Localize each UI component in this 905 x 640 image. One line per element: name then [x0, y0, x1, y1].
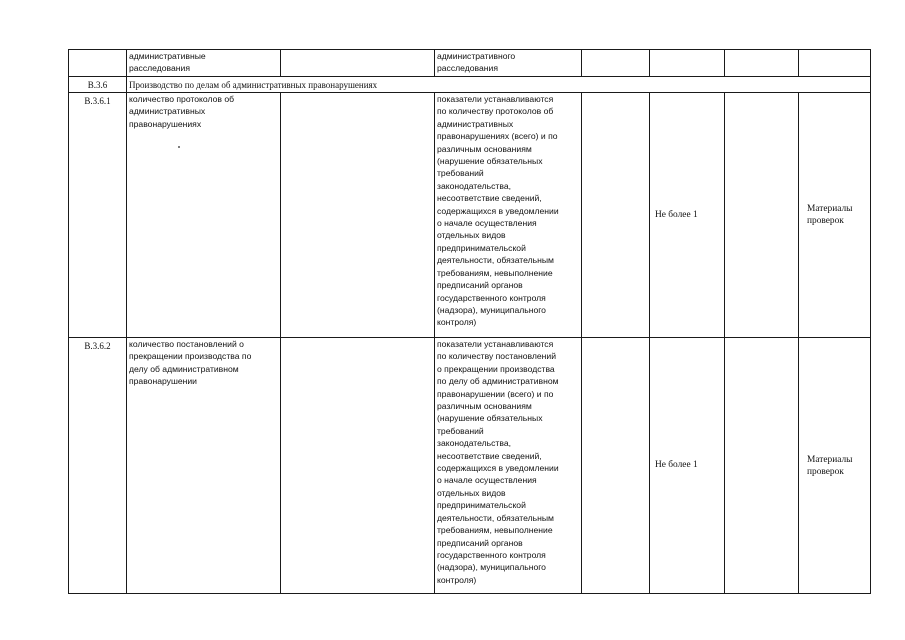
description-line: о начале осуществления	[437, 475, 537, 486]
description-line: требований	[437, 425, 484, 436]
name-line: правонарушениях	[129, 118, 202, 129]
cell-empty	[725, 50, 799, 77]
source-cell	[799, 93, 871, 338]
description-line: предписаний органов	[437, 280, 523, 291]
description-line: контроля)	[437, 574, 477, 585]
cell-empty	[281, 338, 435, 594]
cell-indicator-name	[127, 50, 281, 77]
description-line: законодательства,	[437, 180, 511, 191]
source-line: Материалы	[807, 454, 853, 465]
name-line: правонарушении	[129, 376, 197, 387]
description-line: правонарушении (всего) и по	[437, 388, 554, 399]
name-line: административных	[129, 106, 206, 117]
description-line: деятельности, обязательным	[437, 255, 554, 266]
cell-indicator-name	[127, 338, 281, 594]
description-line: административного	[437, 51, 516, 61]
description-line: предписаний органов	[437, 537, 523, 548]
item-code: В.3.6.2	[69, 338, 127, 594]
description-line: о прекращении производства	[437, 363, 555, 374]
description-line: показатели устанавливаются	[437, 339, 554, 349]
item-code: В.3.6.1	[69, 93, 127, 338]
description-line: контроля)	[437, 317, 477, 328]
description-line: несоответствие сведений,	[437, 193, 542, 204]
description-line: предпринимательской	[437, 500, 526, 511]
description-line: предпринимательской	[437, 242, 526, 253]
description-line: показатели устанавливаются	[437, 94, 554, 104]
cell-indicator-description	[435, 338, 582, 594]
cell-code	[69, 50, 127, 77]
description-line: государственного контроля	[437, 292, 546, 303]
description-line: содержащихся в уведомлении	[437, 205, 559, 216]
description-line: расследования	[437, 63, 498, 74]
cell-empty	[725, 93, 799, 338]
description-line: государственного контроля	[437, 549, 546, 560]
description-line: деятельности, обязательным	[437, 512, 554, 523]
description-line: отдельных видов	[437, 487, 506, 498]
description-line: (нарушение обязательных	[437, 413, 543, 424]
cell-empty	[281, 50, 435, 77]
description-line: несоответствие сведений,	[437, 450, 542, 461]
description-line: отдельных видов	[437, 230, 506, 241]
table-row-item-1	[69, 93, 871, 338]
name-line: делу об административном	[129, 363, 239, 374]
name-line: количество постановлений о	[129, 339, 244, 349]
limit-value: Не более 1	[650, 93, 725, 338]
description-line: о начале осуществления	[437, 218, 537, 229]
source-line: проверок	[807, 466, 844, 477]
cell-indicator-name	[127, 93, 281, 338]
name-line: расследования	[129, 63, 190, 74]
cell-empty	[725, 338, 799, 594]
description-line: по делу об административном	[437, 376, 559, 387]
name-line: количество протоколов об	[129, 94, 235, 104]
cell-empty	[799, 50, 871, 77]
table-row-section	[69, 77, 871, 93]
source-line: проверок	[807, 216, 844, 226]
scan-speck	[178, 146, 180, 148]
table-row-item-2	[69, 338, 871, 594]
description-line: правонарушениях (всего) и по	[437, 131, 558, 142]
description-line: (надзора), муниципального	[437, 304, 546, 315]
section-code: В.3.6	[69, 77, 127, 93]
description-line: требований	[437, 168, 484, 179]
cell-indicator-description	[435, 50, 582, 77]
section-title: Производство по делам об административных правонарушениях	[127, 77, 871, 93]
source-cell	[799, 338, 871, 594]
cell-empty	[582, 93, 650, 338]
cell-indicator-description	[435, 93, 582, 338]
name-line: прекращении производства по	[129, 351, 252, 362]
description-line: требованиям, невыполнение	[437, 525, 553, 536]
description-line: по количеству протоколов об	[437, 106, 554, 117]
description-line: законодательства,	[437, 438, 511, 449]
limit-value: Не более 1	[650, 338, 725, 594]
indicators-table	[68, 49, 871, 594]
description-line: административных	[437, 118, 514, 129]
table-row-continuation	[69, 50, 871, 77]
cell-empty	[582, 338, 650, 594]
description-line: (нарушение обязательных	[437, 156, 543, 167]
name-line: административные	[129, 51, 206, 61]
cell-empty	[582, 50, 650, 77]
cell-empty	[281, 93, 435, 338]
cell-empty	[650, 50, 725, 77]
description-line: различным основаниям	[437, 401, 532, 412]
source-line: Материалы	[807, 204, 853, 214]
description-line: требованиям, невыполнение	[437, 267, 553, 278]
description-line: содержащихся в уведомлении	[437, 463, 559, 474]
description-line: по количеству постановлений	[437, 351, 557, 362]
description-line: (надзора), муниципального	[437, 562, 546, 573]
description-line: различным основаниям	[437, 143, 532, 154]
